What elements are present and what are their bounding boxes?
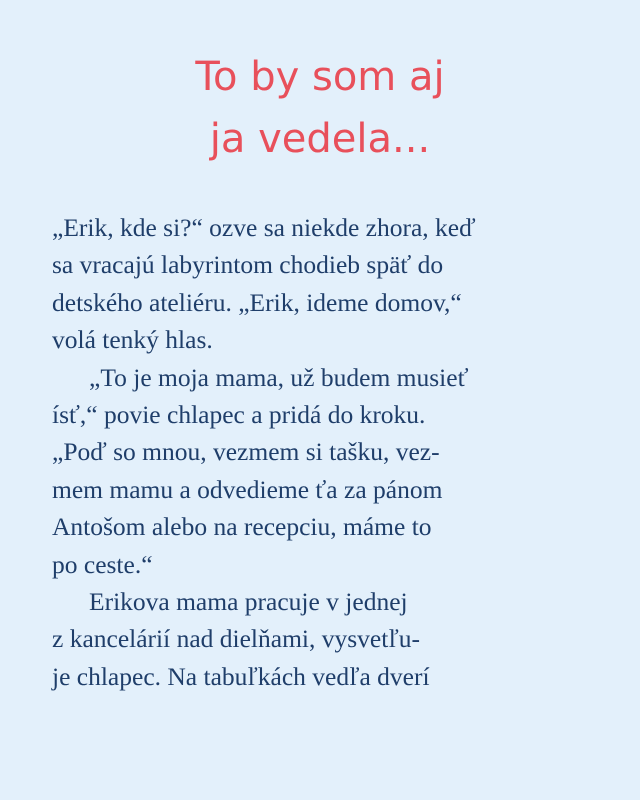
text-line: ísť,“ povie chlapec a pridá do kroku. [52,400,426,430]
text-line: „Erik, kde si?“ ozve sa niekde zhora, keď [52,213,476,242]
text-line: sa vracajú labyrintom chodieb späť do [52,250,444,280]
text-line: z kancelárií nad dielňami, vysvetľu- [52,624,420,654]
text-line: „Poď so mnou, vezmem si tašku, vez- [52,437,440,467]
title-line: ja vedela... [209,116,431,162]
text-line: Erikova mama pracuje v jednej [89,587,408,617]
chapter-title [0,46,640,170]
text-line: mem mamu a odvedieme ťa za pánom [52,474,443,504]
body-text [52,209,612,695]
text-line: „To je moja mama, už budem musieť [89,362,469,392]
text-line: je chlapec. Na tabuľkách vedľa dverí [52,661,430,691]
title-line: To by som aj [195,54,445,100]
text-line: po ceste.“ [52,549,153,579]
text-line: Antošom alebo na recepciu, máme to [52,512,432,542]
text-line: volá tenký hlas. [52,325,213,355]
text-line: detského ateliéru. „Erik, ideme domov,“ [52,287,462,317]
